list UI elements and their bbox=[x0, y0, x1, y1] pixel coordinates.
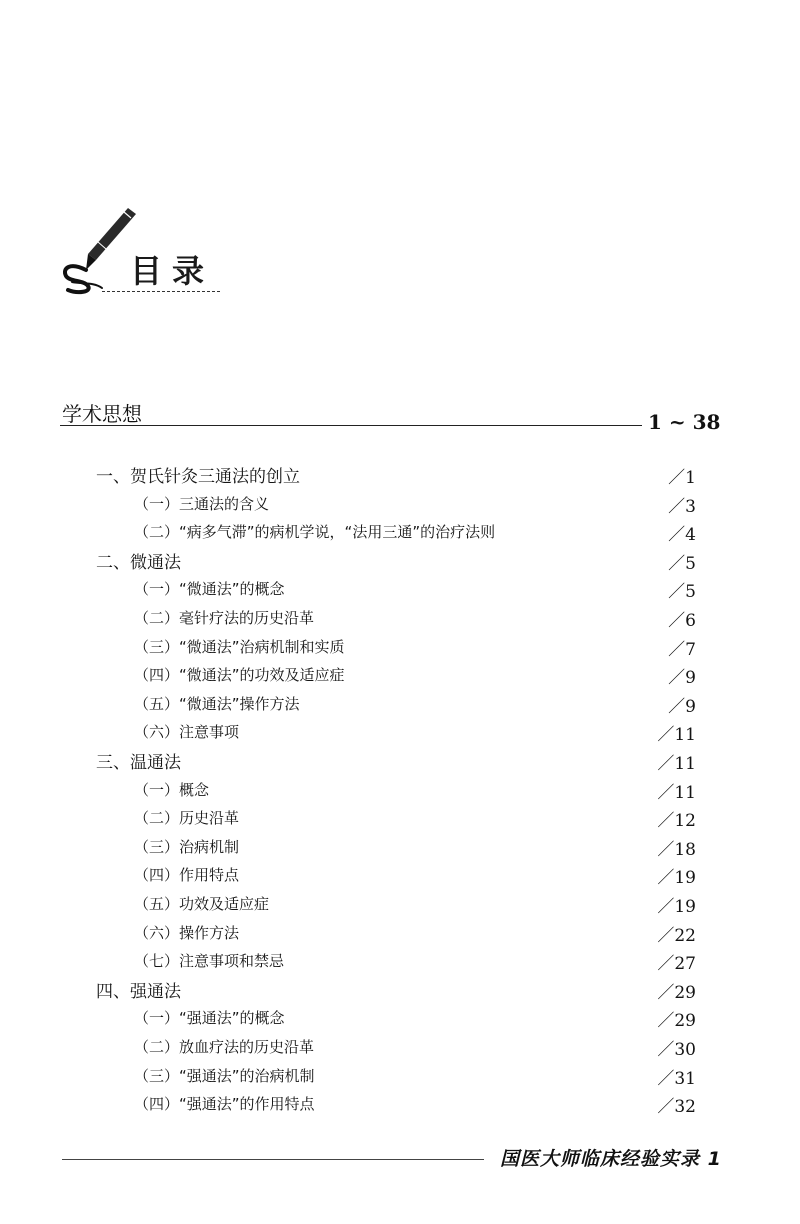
toc-entry-page: ／18 bbox=[657, 839, 696, 860]
toc-entry-page: ／31 bbox=[657, 1068, 696, 1089]
toc-entry-title: （二）历史沿革 bbox=[134, 809, 240, 828]
toc-entry bbox=[0, 491, 800, 517]
toc-entry-title: 一、贺氏针灸三通法的创立 bbox=[96, 467, 300, 487]
footer-running-title: 国医大师临床经验实录 1 bbox=[500, 1148, 722, 1170]
toc-entry-title: （二）“病多气滞”的病机学说，“法用三通”的治疗法则 bbox=[134, 523, 496, 542]
toc-entry-page: ／6 bbox=[668, 611, 696, 631]
toc-entry-page: ／22 bbox=[657, 925, 696, 946]
toc-entry-title: （四）“强通法”的作用特点 bbox=[134, 1095, 315, 1114]
toc-entry bbox=[0, 1034, 800, 1060]
toc-entry-page: ／3 bbox=[668, 496, 696, 517]
toc-entry bbox=[0, 691, 800, 717]
toc-entry-page: ／11 bbox=[657, 725, 696, 746]
toc-entry-title: （五）功效及适应症 bbox=[134, 895, 270, 913]
toc-entry-page: ／4 bbox=[668, 525, 696, 546]
toc-entry-page: ／11 bbox=[657, 782, 696, 803]
toc-entry bbox=[0, 719, 800, 745]
toc-entry-page: ／29 bbox=[657, 982, 696, 1003]
toc-entry-title: （四）作用特点 bbox=[134, 866, 240, 885]
toc-entry-title: 二、微通法 bbox=[96, 552, 181, 573]
footer-rule bbox=[62, 1159, 484, 1160]
toc-entry-page: ／1 bbox=[668, 468, 696, 488]
toc-entry-page: ／19 bbox=[657, 868, 696, 889]
section-page-range: 1 ~ 38 bbox=[648, 410, 721, 434]
toc-entry-page: ／12 bbox=[657, 811, 696, 832]
toc-entry-title: （七）注意事项和禁忌 bbox=[134, 952, 285, 971]
toc-entry-title: （五）“微通法”操作方法 bbox=[134, 694, 300, 713]
toc-entry-title: （一）“微通法”的概念 bbox=[134, 580, 285, 599]
toc-entry bbox=[0, 805, 800, 831]
toc-entry-title: （三）治病机制 bbox=[134, 837, 240, 856]
toc-entry-page: ／9 bbox=[668, 668, 696, 689]
toc-entry bbox=[0, 1063, 800, 1089]
toc-entry-page: ／5 bbox=[668, 553, 696, 574]
toc-entry bbox=[0, 1005, 800, 1031]
toc-entry bbox=[0, 1091, 800, 1117]
toc-entry bbox=[0, 462, 800, 488]
toc-entry bbox=[0, 519, 800, 545]
toc-entry-title: （六）操作方法 bbox=[134, 923, 240, 942]
toc-entry bbox=[0, 891, 800, 917]
toc-entry-title: （四）“微通法”的功效及适应症 bbox=[134, 666, 345, 685]
toc-entry-page: ／11 bbox=[657, 754, 696, 774]
toc-entry bbox=[0, 662, 800, 688]
toc-entry-title: （一）三通法的含义 bbox=[134, 494, 270, 513]
toc-entry-title: （三）“强通法”的治病机制 bbox=[134, 1066, 315, 1085]
toc-entry-title: （一）“强通法”的概念 bbox=[134, 1009, 285, 1028]
toc-entry bbox=[0, 977, 800, 1003]
toc-entry bbox=[0, 576, 800, 602]
toc-entry bbox=[0, 748, 800, 774]
toc-entry-title: 四、强通法 bbox=[96, 981, 181, 1002]
toc-entry-page: ／29 bbox=[657, 1011, 696, 1032]
toc-entry-title: （三）“微通法”治病机制和实质 bbox=[134, 637, 345, 656]
toc-entry-page: ／9 bbox=[668, 696, 696, 717]
toc-entry-title: （六）注意事项 bbox=[134, 723, 240, 742]
toc-entry-title: （二）放血疗法的历史沿革 bbox=[134, 1038, 315, 1056]
toc-entry-page: ／5 bbox=[668, 582, 696, 603]
toc-entry bbox=[0, 948, 800, 974]
toc-entry bbox=[0, 634, 800, 660]
section-title: 学术思想 bbox=[62, 402, 142, 426]
toc-entry bbox=[0, 548, 800, 574]
toc-entry-page: ／19 bbox=[657, 897, 696, 917]
section-rule bbox=[60, 425, 642, 426]
toc-entry-title: 三、温通法 bbox=[96, 753, 181, 773]
toc-entry-page: ／27 bbox=[657, 954, 696, 975]
toc-entry-page: ／30 bbox=[657, 1040, 696, 1060]
toc-entry bbox=[0, 862, 800, 888]
heading-dashed-rule bbox=[102, 291, 220, 292]
toc-entry-title: （二）毫针疗法的历史沿革 bbox=[134, 609, 315, 627]
toc-entry bbox=[0, 605, 800, 631]
toc-heading: 目录 bbox=[130, 252, 215, 290]
toc-entry bbox=[0, 834, 800, 860]
toc-entry-page: ／7 bbox=[668, 639, 696, 660]
toc-entry bbox=[0, 920, 800, 946]
toc-entry-page: ／32 bbox=[657, 1097, 696, 1118]
toc-entry bbox=[0, 777, 800, 803]
toc-entry-title: （一）概念 bbox=[134, 780, 210, 799]
